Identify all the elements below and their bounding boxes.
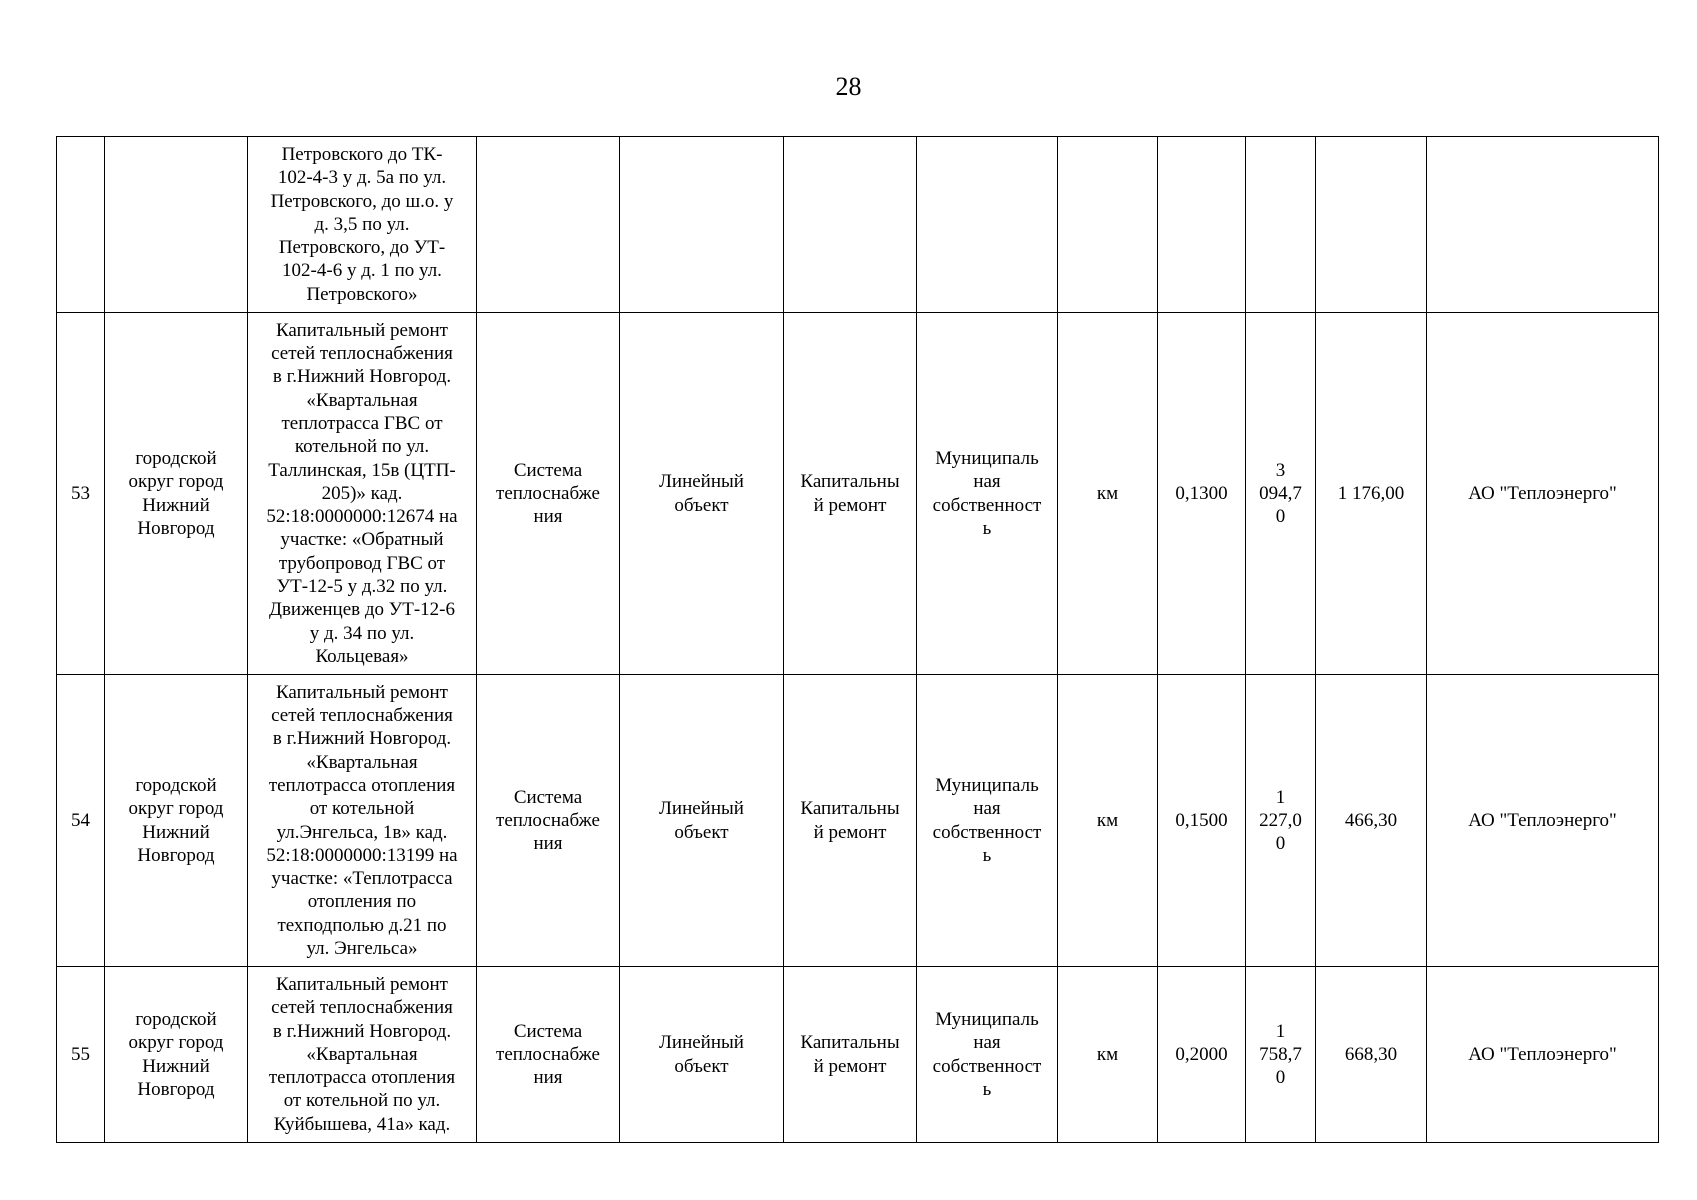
cost-part-cell: 668,30 xyxy=(1316,967,1427,1143)
object-type-cell: Линейный объект xyxy=(620,313,784,675)
work-type-cell: Капитальны й ремонт xyxy=(784,313,917,675)
ownership-cell: Муниципаль ная собственност ь xyxy=(917,675,1058,967)
description-cell: Капитальный ремонт сетей теплоснабжения в г.Нижний Новгород. «Квартальная теплотрасса отопления от котельной по ул. Куйбышева, 41а» кад. xyxy=(248,967,477,1143)
cost-part-cell xyxy=(1316,137,1427,313)
row-number-cell xyxy=(57,137,105,313)
system-cell: Система теплоснабже ния xyxy=(477,675,620,967)
row-number-cell: 54 xyxy=(57,675,105,967)
cost-total-cell: 3 094,7 0 xyxy=(1246,313,1316,675)
description-cell: Капитальный ремонт сетей теплоснабжения в г.Нижний Новгород. «Квартальная теплотрасса отопления от котельной ул.Энгельса, 1в» кад. 52:18:0000000:13199 на участке: «Теплотрасса отопления по техподполью д.21 по ул. Энгельса» xyxy=(248,675,477,967)
table-row xyxy=(57,967,1659,1143)
ownership-cell: Муниципаль ная собственност ь xyxy=(917,967,1058,1143)
row-number-cell: 53 xyxy=(57,313,105,675)
unit-cell: км xyxy=(1058,675,1158,967)
registry-table xyxy=(56,136,1659,1143)
unit-cell: км xyxy=(1058,967,1158,1143)
organization-cell: АО "Теплоэнерго" xyxy=(1427,313,1659,675)
system-cell: Система теплоснабже ния xyxy=(477,967,620,1143)
municipality-cell xyxy=(105,137,248,313)
system-cell xyxy=(477,137,620,313)
object-type-cell xyxy=(620,137,784,313)
cost-total-cell xyxy=(1246,137,1316,313)
table-row xyxy=(57,313,1659,675)
unit-cell: км xyxy=(1058,313,1158,675)
municipality-cell: городской округ город Нижний Новгород xyxy=(105,313,248,675)
organization-cell: АО "Теплоэнерго" xyxy=(1427,675,1659,967)
row-number-cell: 55 xyxy=(57,967,105,1143)
work-type-cell: Капитальны й ремонт xyxy=(784,967,917,1143)
object-type-cell: Линейный объект xyxy=(620,967,784,1143)
municipality-cell: городской округ город Нижний Новгород xyxy=(105,967,248,1143)
ownership-cell: Муниципаль ная собственност ь xyxy=(917,313,1058,675)
organization-cell: АО "Теплоэнерго" xyxy=(1427,967,1659,1143)
length-cell: 0,1500 xyxy=(1158,675,1246,967)
unit-cell xyxy=(1058,137,1158,313)
cost-part-cell: 1 176,00 xyxy=(1316,313,1427,675)
length-cell: 0,2000 xyxy=(1158,967,1246,1143)
ownership-cell xyxy=(917,137,1058,313)
work-type-cell: Капитальны й ремонт xyxy=(784,675,917,967)
length-cell: 0,1300 xyxy=(1158,313,1246,675)
description-cell: Петровского до ТК- 102-4-3 у д. 5а по ул. Петровского, до ш.о. у д. 3,5 по ул. Петровского, до УТ- 102-4-6 у д. 1 по ул. Петровского» xyxy=(248,137,477,313)
cost-total-cell: 1 227,0 0 xyxy=(1246,675,1316,967)
cost-part-cell: 466,30 xyxy=(1316,675,1427,967)
table-row xyxy=(57,675,1659,967)
length-cell xyxy=(1158,137,1246,313)
cost-total-cell: 1 758,7 0 xyxy=(1246,967,1316,1143)
object-type-cell: Линейный объект xyxy=(620,675,784,967)
description-cell: Капитальный ремонт сетей теплоснабжения в г.Нижний Новгород. «Квартальная теплотрасса ГВС от котельной по ул. Таллинская, 15в (ЦТП- 205)» кад. 52:18:0000000:12674 на участке: «Обратный трубопровод ГВС от УТ-12-5 у д.32 по ул. Движенцев до УТ-12-6 у д. 34 по ул. Кольцевая» xyxy=(248,313,477,675)
table-row xyxy=(57,137,1659,313)
page-number: 28 xyxy=(835,72,862,101)
municipality-cell: городской округ город Нижний Новгород xyxy=(105,675,248,967)
system-cell: Система теплоснабже ния xyxy=(477,313,620,675)
work-type-cell xyxy=(784,137,917,313)
organization-cell xyxy=(1427,137,1659,313)
